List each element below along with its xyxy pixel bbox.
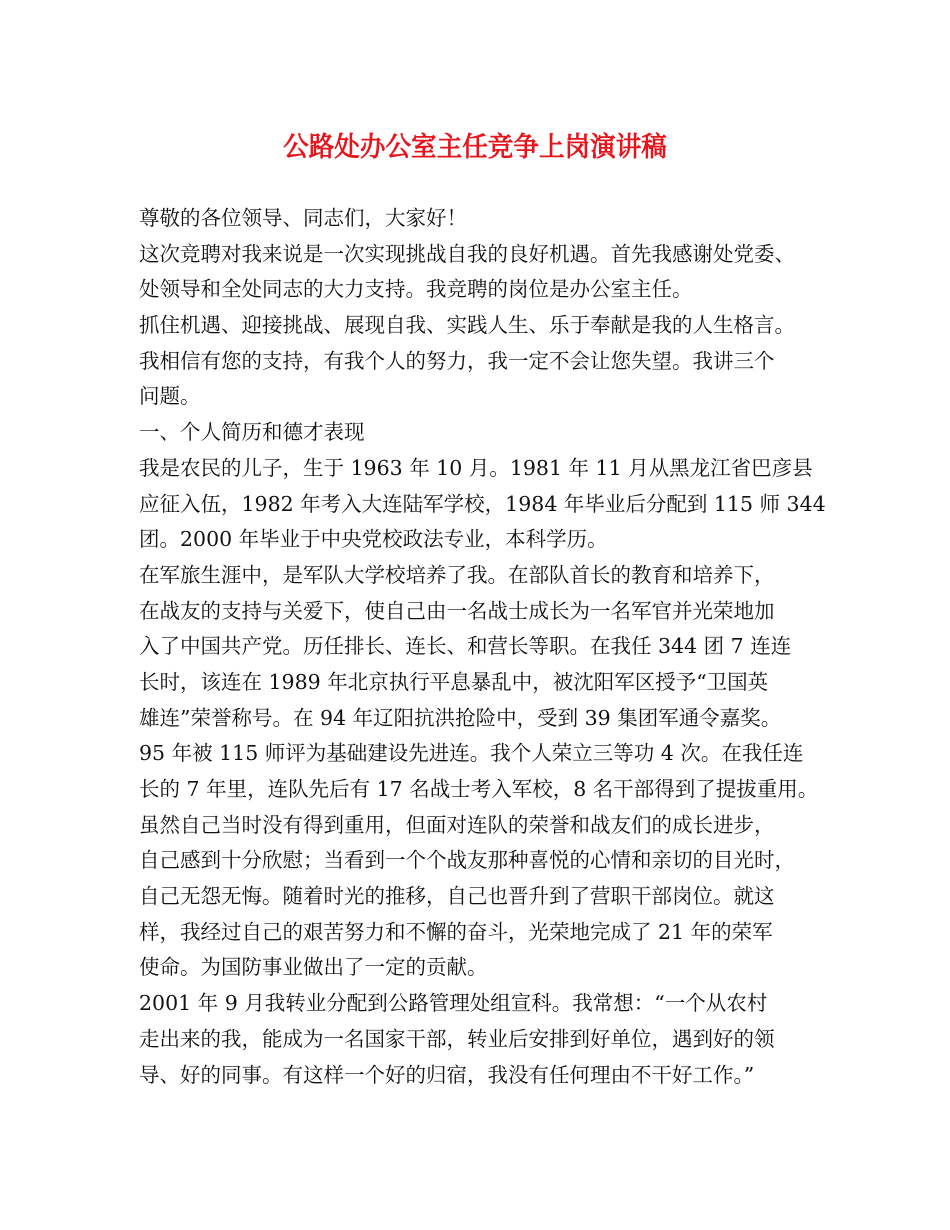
text-line: 在战友的支持与关爱下，使自己由一名战士成长为一名军官并光荣地加 xyxy=(139,598,775,623)
text-line: 我是农民的儿子，生于 1963 年 10 月。1981 年 11 月从黑龙江省巴彦县 xyxy=(139,455,813,480)
text-line: 走出来的我，能成为一名国家干部，转业后安排到好单位，遇到好的领 xyxy=(139,1026,775,1051)
text-line: 问题。 xyxy=(139,384,201,409)
text-line: 抓住机遇、迎接挑战、展现自我、实践人生、乐于奉献是我的人生格言。 xyxy=(139,313,795,338)
text-line: 虽然自己当时没有得到重用，但面对连队的荣誉和战友们的成长进步， xyxy=(139,812,775,837)
text-line: 尊敬的各位领导、同志们，大家好！ xyxy=(139,206,467,230)
text-line: 自己感到十分欣慰；当看到一个个战友那种喜悦的心情和亲切的目光时， xyxy=(139,848,795,873)
text-line: 处领导和全处同志的大力支持。我竞聘的岗位是办公室主任。 xyxy=(139,277,693,302)
text-line: 这次竞聘对我来说是一次实现挑战自我的良好机遇。首先我感谢处党委、 xyxy=(139,241,795,266)
text-line: 95 年被 115 师评为基础建设先进连。我个人荣立三等功 4 次。在我任连 xyxy=(139,741,804,766)
text-line: 长时，该连在 1989 年北京执行平息暴乱中，被沈阳军区授予“卫国英 xyxy=(139,669,769,694)
text-line: 自己无怨无悔。随着时光的推移，自己也晋升到了营职干部岗位。就这 xyxy=(139,884,775,909)
text-line: 样，我经过自己的艰苦努力和不懈的奋斗，光荣地完成了 21 年的荣军 xyxy=(139,919,773,944)
text-line: 长的 7 年里，连队先后有 17 名战士考入军校，8 名干部得到了提拔重用。 xyxy=(139,777,819,801)
document-title: 公路处办公室主任竞争上岗演讲稿 xyxy=(283,132,667,163)
section-heading: 一、个人简历和德才表现 xyxy=(139,420,365,445)
text-line: 团。2000 年毕业于中央党校政法专业，本科学历。 xyxy=(139,527,608,552)
text-line: 应征入伍，1982 年考入大连陆军学校，1984 年毕业后分配到 115 师 344 xyxy=(139,491,826,516)
document-body xyxy=(139,201,839,1093)
text-line: 入了中国共产党。历任排长、连长、和营长等职。在我任 344 团 7 连连 xyxy=(139,634,792,659)
text-line: 雄连”荣誉称号。在 94 年辽阳抗洪抢险中，受到 39 集团军通令嘉奖。 xyxy=(139,705,782,730)
text-line: 2001 年 9 月我转业分配到公路管理处组宣科。我常想：“一个从农村 xyxy=(139,991,768,1016)
text-line: 使命。为国防事业做出了一定的贡献。 xyxy=(139,955,488,980)
text-line: 我相信有您的支持，有我个人的努力，我一定不会让您失望。我讲三个 xyxy=(139,348,775,373)
text-line: 在军旅生涯中，是军队大学校培养了我。在部队首长的教育和培养下， xyxy=(139,562,775,587)
text-line: 导、好的同事。有这样一个好的归宿，我没有任何理由不干好工作。” xyxy=(139,1062,755,1087)
